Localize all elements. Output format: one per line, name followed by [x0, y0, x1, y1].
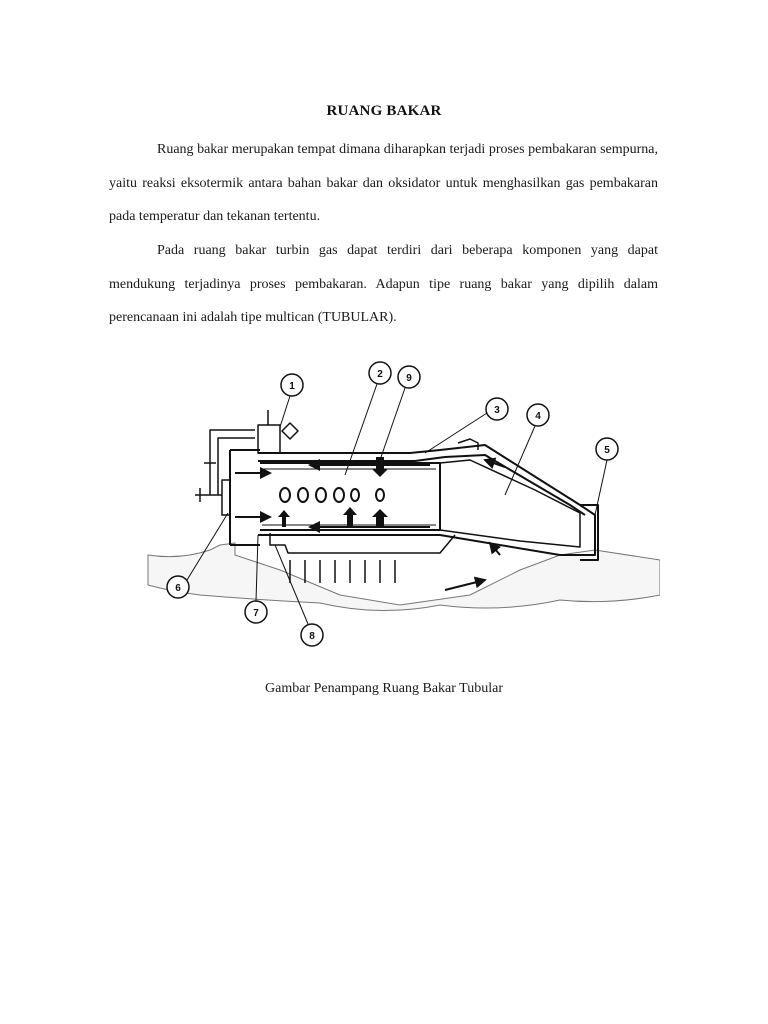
label-9: 9	[406, 373, 412, 384]
paragraph-2: Pada ruang bakar turbin gas dapat terdiri dari beberapa komponen yang dapat mendukung terjadinya proses pembakaran. Adapun tipe ruang bakar yang dipilih dalam perencanaan ini adalah tipe multican (TUBULAR).	[109, 243, 658, 325]
label-2: 2	[377, 369, 383, 380]
label-6: 6	[175, 583, 181, 594]
label-8: 8	[309, 631, 315, 642]
combustion-chamber-diagram	[140, 355, 660, 655]
label-7: 7	[253, 608, 259, 619]
label-3: 3	[494, 405, 500, 416]
label-1: 1	[289, 381, 295, 392]
label-4: 4	[535, 411, 541, 422]
figure-caption: Gambar Penampang Ruang Bakar Tubular	[265, 681, 503, 696]
page-title: RUANG BAKAR	[326, 103, 442, 119]
label-5: 5	[604, 445, 610, 456]
paragraph-1: Ruang bakar merupakan tempat dimana diharapkan terjadi proses pembakaran sempurna, yaitu reaksi eksotermik antara bahan bakar dan oksidator untuk menghasilkan gas pembakaran pada temperatur dan tekanan tertentu.	[109, 142, 658, 224]
